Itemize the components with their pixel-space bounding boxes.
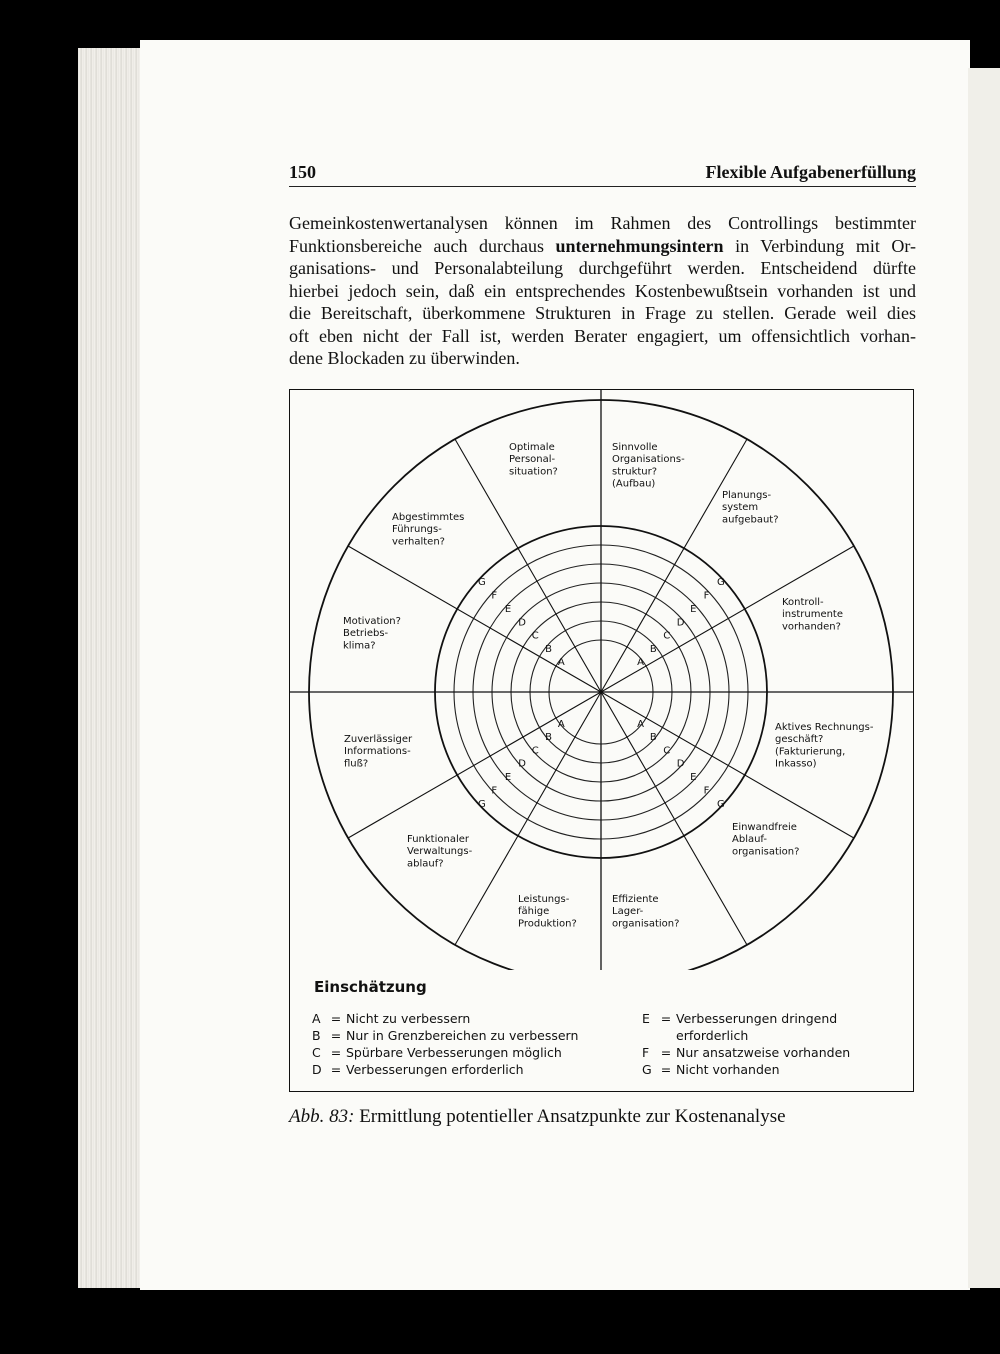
body-line: ganisations- und Personalabteilung durchgeführt werden. Entscheidend dürfte (289, 258, 916, 278)
legend-separator: = (660, 1062, 672, 1077)
scale-letter: E (504, 772, 512, 784)
segment-label: Sinnvolle (612, 442, 658, 453)
legend-item (312, 1027, 578, 1044)
legend-key: D (312, 1062, 322, 1077)
segment-label: situation? (509, 466, 558, 478)
legend-text: Spürbare Verbesserungen möglich (346, 1045, 562, 1060)
running-title: Flexible Aufgabenerfüllung (705, 162, 916, 182)
legend-separator: = (330, 1062, 342, 1077)
legend-separator: = (330, 1028, 342, 1043)
segment-label: struktur? (612, 466, 658, 478)
legend-text: Verbesserungen dringend (676, 1011, 838, 1026)
scale-letter: C (663, 630, 671, 642)
segment-label: (Fakturierung, (775, 746, 846, 758)
caption-text: Ermittlung potentieller Ansatzpunkte zur Kostenanalyse (354, 1106, 786, 1127)
legend-key: A (312, 1011, 321, 1026)
legend-title: Einschätzung (314, 978, 427, 996)
emphasis-term: unternehmungsintern (555, 235, 724, 256)
scale-letter: A (637, 656, 644, 668)
scale-letter: E (690, 772, 697, 784)
legend-item (312, 1010, 470, 1027)
legend-text: Nur ansatzweise vorhanden (676, 1045, 851, 1060)
scale-letter: F (491, 785, 498, 797)
segment-label: Organisations- (612, 454, 685, 466)
segment-label: vorhanden? (782, 621, 841, 633)
segment-label: Funktionaler (407, 834, 469, 845)
body-line: Gemeinkostenwertanalysen können im Rahmen des Controllings bestimmter (289, 213, 916, 233)
header-rule (289, 186, 916, 187)
assessment-wheel (290, 390, 913, 970)
scale-letter: B (545, 644, 553, 656)
scale-letter: E (504, 603, 512, 615)
scale-letter: F (491, 590, 498, 602)
assessment-wheel-figure (289, 389, 914, 1092)
scale-letter: D (518, 758, 526, 770)
body-line: hierbei jedoch sein, daß ein entsprechendes Kostenbewußtsein vorhanden ist und (289, 280, 916, 301)
segment-label: instrumente (782, 609, 844, 621)
body-line: die Bereitschaft, überkommene Strukturen in Frage zu stellen. Gerade weil dies (289, 303, 916, 323)
segment-label: aufgebaut? (722, 514, 779, 526)
legend-separator: = (660, 1011, 672, 1026)
scale-letter: G (717, 576, 725, 588)
body-paragraph (289, 212, 916, 370)
segment-label: Einwandfreie (732, 822, 797, 833)
segment-label: Motivation? (343, 616, 401, 627)
scale-letter: B (649, 731, 657, 743)
scale-letter: B (649, 644, 657, 656)
scale-letter: D (676, 758, 685, 770)
legend-text-continued: erforderlich (676, 1028, 749, 1043)
scale-letter: G (477, 576, 486, 588)
scale-letter: A (557, 719, 565, 731)
caption-label: Abb. 83: (289, 1106, 355, 1127)
segment-label: Kontroll- (782, 597, 824, 608)
body-line: Funktionsbereiche auch durchaus unternehmungsintern in Verbindung mit Or- (289, 235, 916, 256)
segment-label: organisation? (612, 918, 680, 930)
book-page-edges (78, 48, 148, 1288)
segment-label: Informations- (344, 746, 411, 758)
segment-label: organisation? (732, 846, 800, 858)
legend-text: Nur in Grenzbereichen zu verbessern (346, 1028, 579, 1043)
segment-label: Inkasso) (775, 758, 817, 770)
segment-label: (Aufbau) (612, 478, 656, 490)
legend-text: Verbesserungen erforderlich (346, 1062, 524, 1077)
legend-separator: = (330, 1011, 342, 1026)
segment-label: Zuverlässiger (344, 734, 413, 745)
segment-label: Führungs- (392, 524, 442, 536)
figure-caption (289, 1106, 786, 1128)
legend-separator: = (330, 1045, 342, 1060)
scale-letter: D (518, 617, 526, 629)
segment-label: Produktion? (518, 918, 577, 930)
legend-key: B (312, 1028, 321, 1043)
segment-label: fähige (518, 906, 550, 918)
legend-text: Nicht zu verbessern (346, 1011, 471, 1026)
legend-text: Nicht vorhanden (676, 1062, 780, 1077)
segment-label: Abgestimmtes (392, 512, 465, 523)
legend-item (642, 1044, 850, 1061)
segment-label: Ablauf- (732, 834, 768, 846)
segment-label: Verwaltungs- (407, 846, 473, 858)
scale-letter: B (545, 731, 553, 743)
legend-key: C (312, 1045, 321, 1060)
segment-label: klima? (343, 640, 376, 652)
scale-letter: F (703, 785, 710, 797)
scale-letter: C (663, 745, 671, 757)
segment-label: Planungs- (722, 490, 772, 501)
segment-label: Optimale (509, 442, 555, 453)
segment-label: Leistungs- (518, 894, 570, 905)
legend-item (642, 1010, 837, 1044)
segment-label: Effiziente (612, 894, 659, 905)
legend-item (312, 1044, 562, 1061)
scale-letter: F (703, 590, 710, 602)
scale-letter: G (477, 799, 486, 811)
scale-letter: G (717, 799, 725, 811)
segment-label: Aktives Rechnungs- (775, 722, 874, 733)
facing-page-edge (968, 68, 1000, 1288)
segment-label: Betriebs- (343, 628, 389, 640)
segment-label: verhalten? (392, 536, 445, 548)
page-number: 150 (289, 162, 316, 182)
scale-letter: A (557, 656, 565, 668)
legend-item (642, 1061, 780, 1078)
legend-key: E (642, 1011, 650, 1026)
segment-label: geschäft? (775, 734, 824, 746)
scale-letter: C (531, 745, 539, 757)
legend-key: G (642, 1062, 652, 1077)
segment-label: ablauf? (407, 858, 444, 870)
segment-label: Personal- (509, 454, 556, 466)
segment-label: Lager- (612, 906, 644, 918)
scale-letter: C (531, 630, 539, 642)
body-line: oft eben nicht der Fall ist, werden Berater engagiert, um offensichtlich vorhan- (289, 325, 916, 346)
scale-letter: D (676, 617, 685, 629)
legend-key: F (642, 1045, 650, 1060)
scale-letter: A (637, 719, 644, 731)
legend-separator: = (660, 1045, 672, 1060)
legend-item (312, 1061, 524, 1078)
segment-label: fluß? (344, 758, 369, 770)
body-line: dene Blockaden zu überwinden. (289, 348, 520, 368)
segment-label: system (722, 502, 759, 514)
scale-letter: E (690, 603, 697, 615)
